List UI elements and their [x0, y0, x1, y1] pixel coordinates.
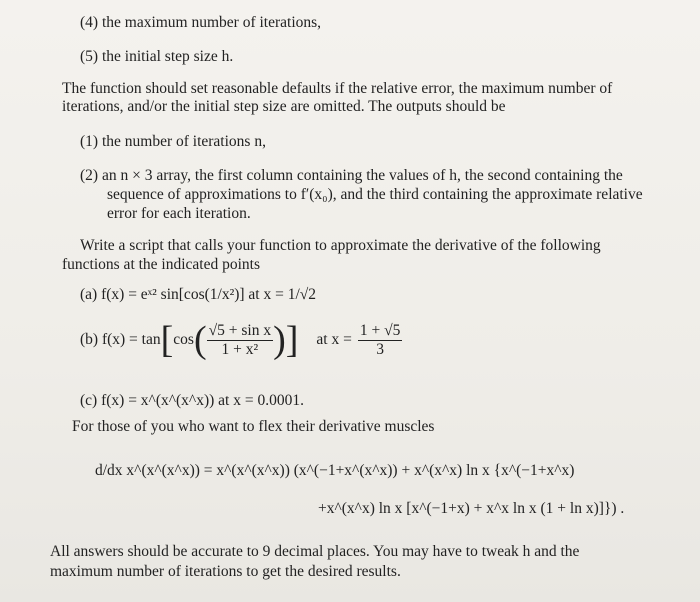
- function-b-fraction: [207, 322, 273, 359]
- derivative-line2: +x^(x^x) ln x [x^(−1+x) + x^x ln x (1 + ln x)]}) .: [318, 500, 625, 517]
- paragraph-defaults-line1: The function should set reasonable defaults if the relative error, the maximum number of: [62, 80, 613, 97]
- final-note-line2: maximum number of iterations to get the desired results.: [50, 563, 401, 580]
- output-2-line2: sequence of approximations to f′(x₀), and the third containing the approximate relative: [107, 186, 643, 203]
- function-a: (a) f(x) = eˣ² sin[cos(1/x²)] at x = 1/√2: [80, 286, 317, 303]
- function-b-point: [358, 322, 403, 359]
- function-b-cos: cos: [173, 331, 194, 348]
- item-4: (4) the maximum number of iterations,: [80, 14, 322, 31]
- left-bracket: [: [160, 319, 174, 361]
- function-c: (c) f(x) = x^(x^(x^x)) at x = 0.0001.: [80, 392, 304, 409]
- left-paren: (: [193, 319, 207, 361]
- function-b-label: (b) f(x) = tan: [80, 331, 161, 348]
- function-b-at: at x =: [316, 331, 352, 348]
- right-bracket: ]: [285, 319, 299, 361]
- output-2-line1: (2) an n × 3 array, the first column containing the values of h, the second containing the: [80, 167, 623, 184]
- item-5: (5) the initial step size h.: [80, 48, 234, 65]
- function-b-denominator: 1 + x²: [221, 340, 259, 358]
- paragraph-script-line2: functions at the indicated points: [62, 256, 261, 273]
- paragraph-script-line1: Write a script that calls your function to approximate the derivative of the following: [80, 237, 601, 254]
- paragraph-defaults-line2: iterations, and/or the initial step size are omitted. The outputs should be: [62, 98, 506, 115]
- function-b-point-numerator: 1 + √5: [359, 321, 401, 339]
- function-b-point-denominator: 3: [376, 340, 384, 358]
- output-1: (1) the number of iterations n,: [80, 133, 266, 150]
- function-b: [80, 318, 402, 362]
- right-paren: ): [273, 319, 286, 361]
- flex-sentence: For those of you who want to flex their derivative muscles: [72, 418, 435, 435]
- function-b-numerator: √5 + sin x: [208, 321, 272, 339]
- final-note-line1: All answers should be accurate to 9 decimal places. You may have to tweak h and the: [50, 543, 580, 560]
- derivative-line1: d/dx x^(x^(x^x)) = x^(x^(x^x)) (x^(−1+x^(x^x)) + x^(x^x) ln x {x^(−1+x^x): [95, 462, 575, 479]
- output-2-line3: error for each iteration.: [107, 205, 251, 222]
